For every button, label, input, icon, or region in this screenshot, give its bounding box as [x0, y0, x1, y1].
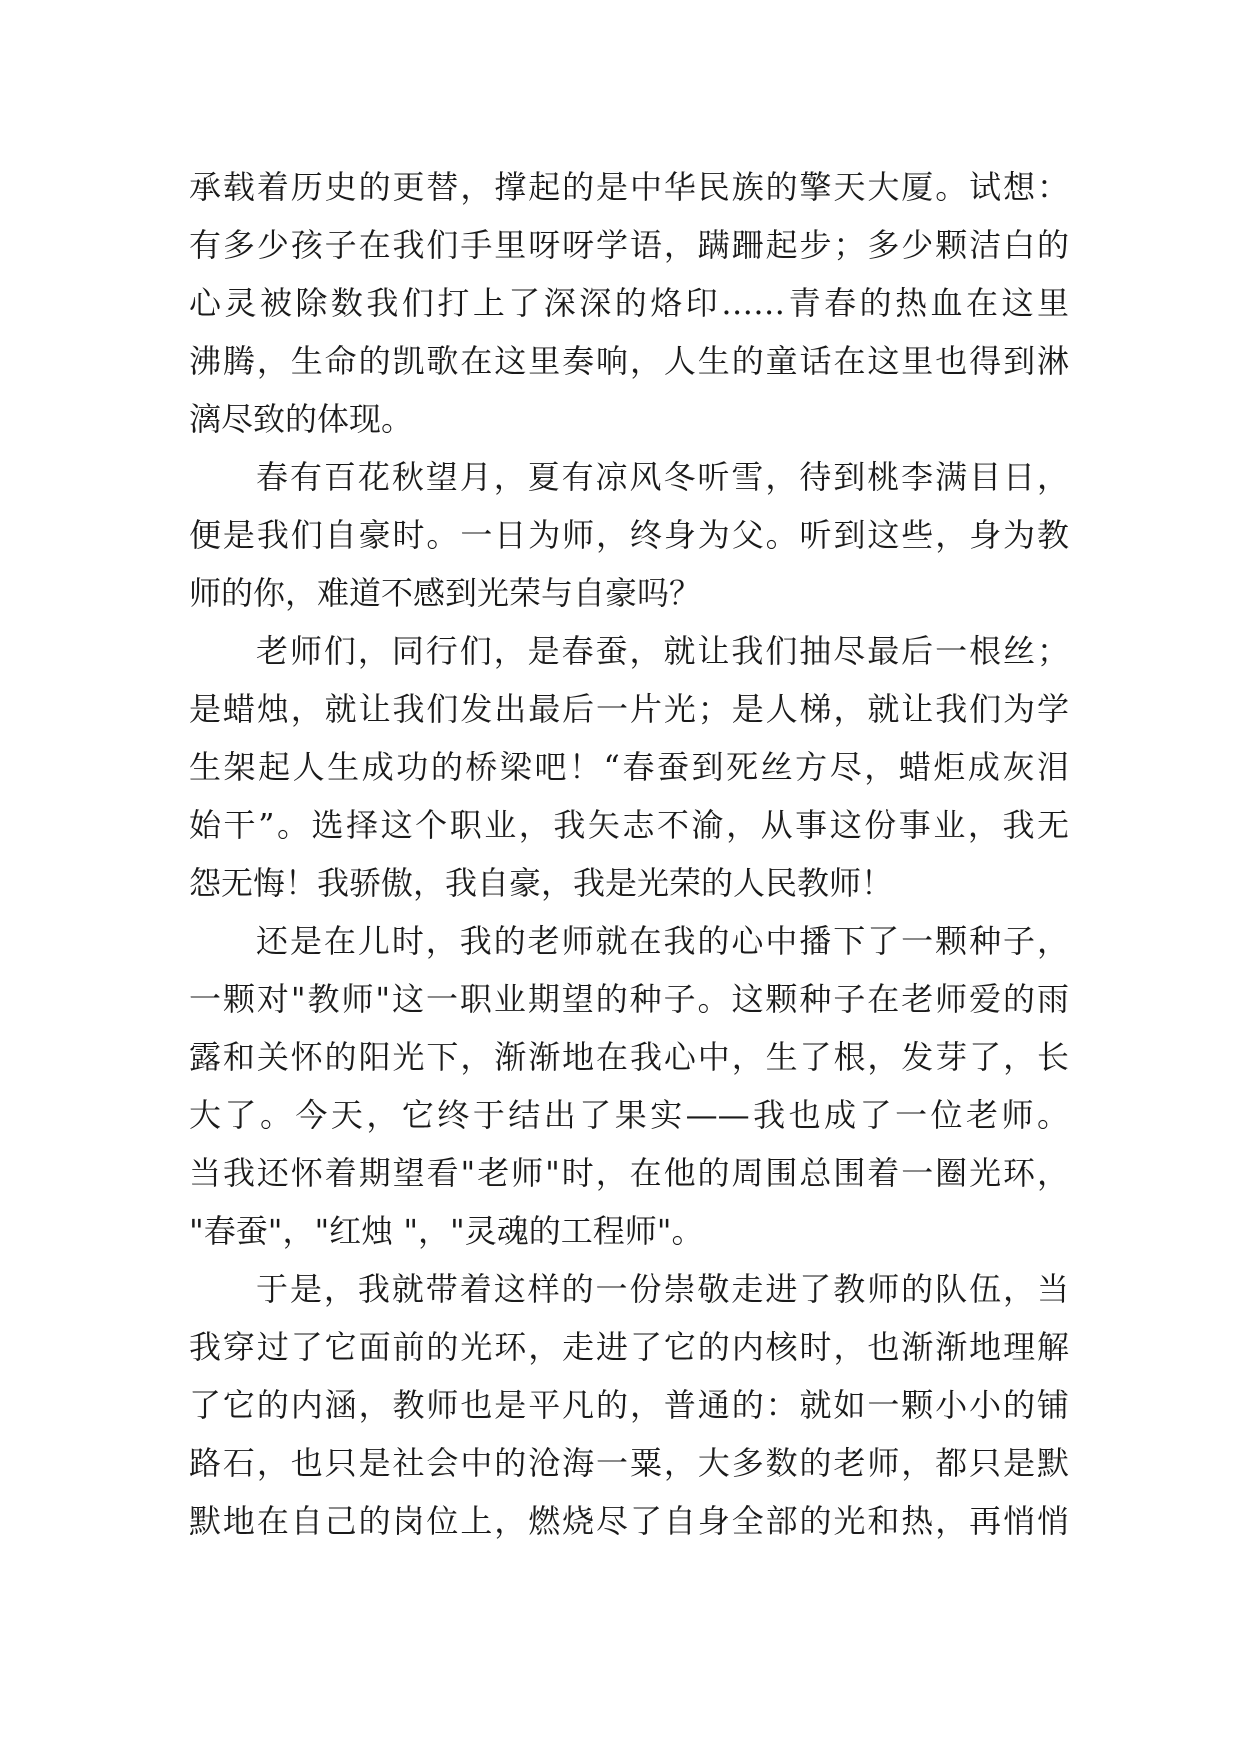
text-line: 心灵被除数我们打上了深深的烙印……青春的热血在这里 [189, 284, 1069, 322]
paragraph-first-line: 于是，我就带着这样的一份崇敬走进了教师的队伍，当 [256, 1270, 1069, 1308]
paragraph-first-line: 还是在儿时，我的老师就在我的心中播下了一颗种子， [256, 922, 1069, 960]
text-line: 默地在自己的岗位上，燃烧尽了自身全部的光和热，再悄悄 [189, 1502, 1069, 1540]
paragraph-first-line: 老师们，同行们，是春蚕，就让我们抽尽最后一根丝； [256, 632, 1069, 670]
paragraph-first-line: 春有百花秋望月，夏有凉风冬听雪，待到桃李满目日， [256, 458, 1069, 496]
text-line: 是蜡烛，就让我们发出最后一片光；是人梯，就让我们为学 [189, 690, 1069, 728]
text-line: 承载着历史的更替，撑起的是中华民族的擎天大厦。试想： [189, 168, 1069, 206]
text-line: 当我还怀着期望看"老师"时，在他的周围总围着一圈光环， [189, 1154, 1069, 1192]
text-line: 了它的内涵，教师也是平凡的，普通的：就如一颗小小的铺 [189, 1386, 1069, 1424]
text-line: 便是我们自豪时。一日为师，终身为父。听到这些，身为教 [189, 516, 1069, 554]
text-line: 露和关怀的阳光下，渐渐地在我心中，生了根，发芽了，长 [189, 1038, 1069, 1076]
text-line: 一颗对"教师"这一职业期望的种子。这颗种子在老师爱的雨 [189, 980, 1069, 1018]
text-line: 大了。今天，它终于结出了果实——我也成了一位老师。 [189, 1096, 1069, 1134]
text-line: 路石，也只是社会中的沧海一粟，大多数的老师，都只是默 [189, 1444, 1069, 1482]
text-line: 始干”。选择这个职业，我矢志不渝，从事这份事业，我无 [189, 806, 1069, 844]
body-text [189, 158, 1069, 1550]
text-line: 师的你，难道不感到光荣与自豪吗？ [189, 574, 702, 612]
text-line: "春蚕"，"红烛 "，"灵魂的工程师"。 [189, 1212, 704, 1250]
text-line: 怨无悔！我骄傲，我自豪，我是光荣的人民教师！ [189, 864, 894, 902]
text-line: 有多少孩子在我们手里呀呀学语，蹒跚起步；多少颗洁白的 [189, 226, 1069, 264]
text-line: 生架起人生成功的桥梁吧！“春蚕到死丝方尽，蜡炬成灰泪 [189, 748, 1069, 786]
text-line: 漓尽致的体现。 [189, 400, 414, 438]
text-line: 我穿过了它面前的光环，走进了它的内核时，也渐渐地理解 [189, 1328, 1069, 1366]
text-line: 沸腾，生命的凯歌在这里奏响，人生的童话在这里也得到淋 [189, 342, 1069, 380]
